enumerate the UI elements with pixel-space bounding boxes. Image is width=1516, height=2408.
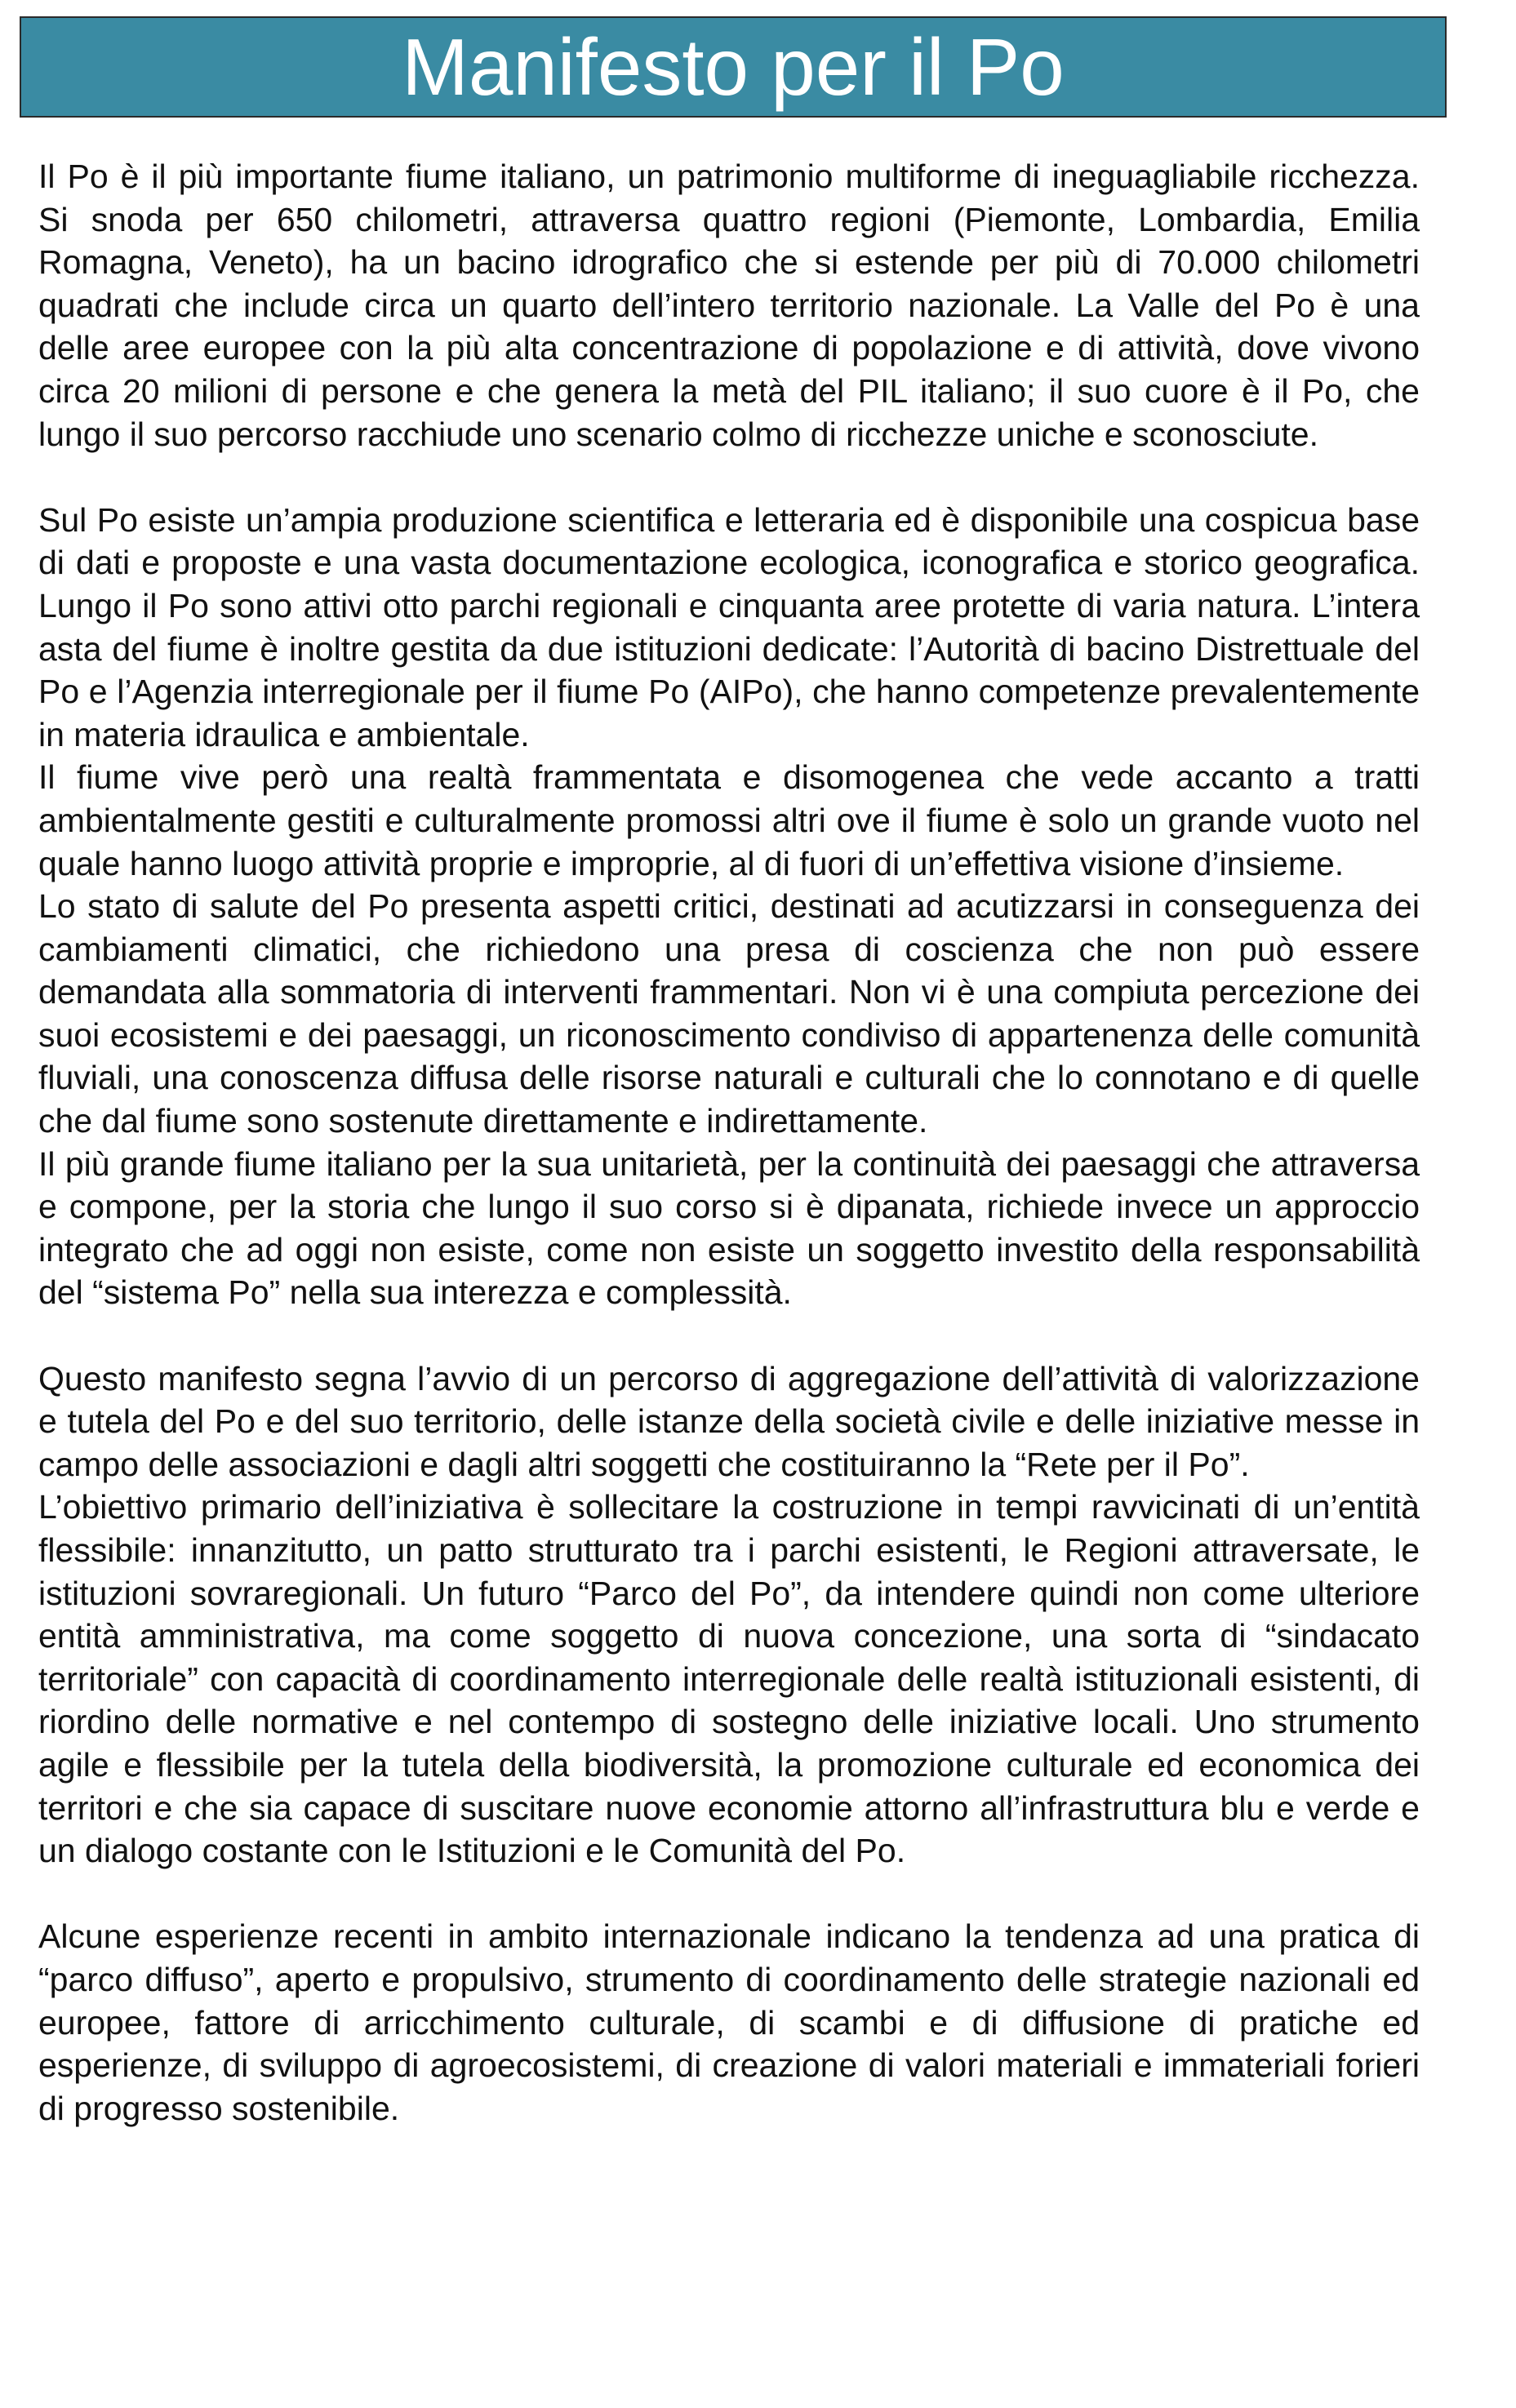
paragraph-health-status: Lo stato di salute del Po presenta aspetti critici, destinati ad acutizzarsi in conseguenza dei cambiamenti climatici, che richiedono una presa di coscienza che non può essere demandata alla sommatoria di interventi frammentari. Non vi è una compiuta percezione dei suoi ecosistemi e dei paesaggi, un riconoscimento condiviso di appartenenza delle comunità fluviali, una conoscenza diffusa delle risorse naturali e culturali che lo connotano e di quelle che dal fiume sono sostenute direttamente e indirettamente. bbox=[38, 887, 1420, 1140]
title-banner bbox=[20, 16, 1447, 118]
paragraph-integrated-approach: Il più grande fiume italiano per la sua unitarietà, per la continuità dei paesaggi che attraversa e compone, per la storia che lungo il suo corso si è dipanata, richiede invece un approccio integrato che ad oggi non esiste, come non esiste un soggetto investito della responsabilità del “sistema Po” nella sua interezza e complessità. bbox=[38, 1144, 1420, 1312]
paragraph-primary-objective: L’obiettivo primario dell’iniziativa è sollecitare la costruzione in tempi ravvicinati di un’entità flessibile: innanzitutto, un patto strutturato tra i parchi esistenti, le Regioni attraversate, le istituzioni sovraregionali. Un futuro “Parco del Po”, da intendere quindi non come ulteriore entità amministrativa, ma come soggetto di nuova concezione, una sorta di “sindacato territoriale” con capacità di coordinamento interregionale delle realtà istituzionali esistenti, di riordino delle normative e nel contempo di sostegno delle iniziative locali. Uno strumento agile e flessibile per la tutela della biodiversità, la promozione culturale ed economica dei territori e che sia capace di suscitare nuove economie attorno all’infrastruttura blu e verde e un dialogo costante con le Istituzioni e le Comunità del Po. bbox=[38, 1488, 1420, 1870]
page-title: Manifesto per il Po bbox=[402, 22, 1065, 112]
paragraph-intro: Il Po è il più importante fiume italiano, un patrimonio multiforme di ineguagliabile ricchezza. Si snoda per 650 chilometri, attraversa quattro regioni (Piemonte, Lombardia, Emilia Romagna, Veneto), ha un bacino idrografico che si estende per più di 70.000 chilometri quadrati che include circa un quarto dell’intero territorio nazionale. La Valle del Po è una delle aree europee con la più alta concentrazione di popolazione e di attività, dove vivono circa 20 milioni di persone e che genera la metà del PIL italiano; il suo cuore è il Po, che lungo il suo percorso racchiude uno scenario colmo di ricchezze uniche e sconosciute. bbox=[38, 158, 1420, 453]
paragraph-scientific-production: Sul Po esiste un’ampia produzione scientifica e letteraria ed è disponibile una cospicua base di dati e proposte e una vasta documentazione ecologica, iconografica e storico geografica. Lungo il Po sono attivi otto parchi regionali e cinquanta aree protette di varia natura. L’intera asta del fiume è inoltre gestita da due istituzioni dedicate: l’Autorità di bacino Distrettuale del Po e l’Agenzia interregionale per il fiume Po (AIPo), che hanno competenze prevalentemente in materia idraulica e ambientale. bbox=[38, 500, 1420, 753]
paragraph-manifesto-start: Questo manifesto segna l’avvio di un percorso di aggregazione dell’attività di valorizzazione e tutela del Po e del suo territorio, delle istanze della società civile e delle iniziative messe in campo delle associazioni e dagli altri soggetti che costituiranno la “Rete per il Po”. bbox=[38, 1359, 1420, 1483]
paragraph-fragmented-reality: Il fiume vive però una realtà frammentata e disomogenea che vede accanto a tratti ambientalmente gestiti e culturalmente promossi altri ove il fiume è solo un grande vuoto nel quale hanno luogo attività proprie e improprie, al di fuori di un’effettiva visione d’insieme. bbox=[38, 758, 1420, 882]
paragraph-international-experiences: Alcune esperienze recenti in ambito internazionale indicano la tendenza ad una pratica di “parco diffuso”, aperto e propulsivo, strumento di coordinamento delle strategie nazionali ed europee, fattore di arricchimento culturale, di scambi e di diffusione di pratiche ed esperienze, di sviluppo di agroecosistemi, di creazione di valori materiali e immateriali forieri di progresso sostenibile. bbox=[38, 1917, 1420, 2127]
document-body bbox=[38, 155, 1420, 2130]
